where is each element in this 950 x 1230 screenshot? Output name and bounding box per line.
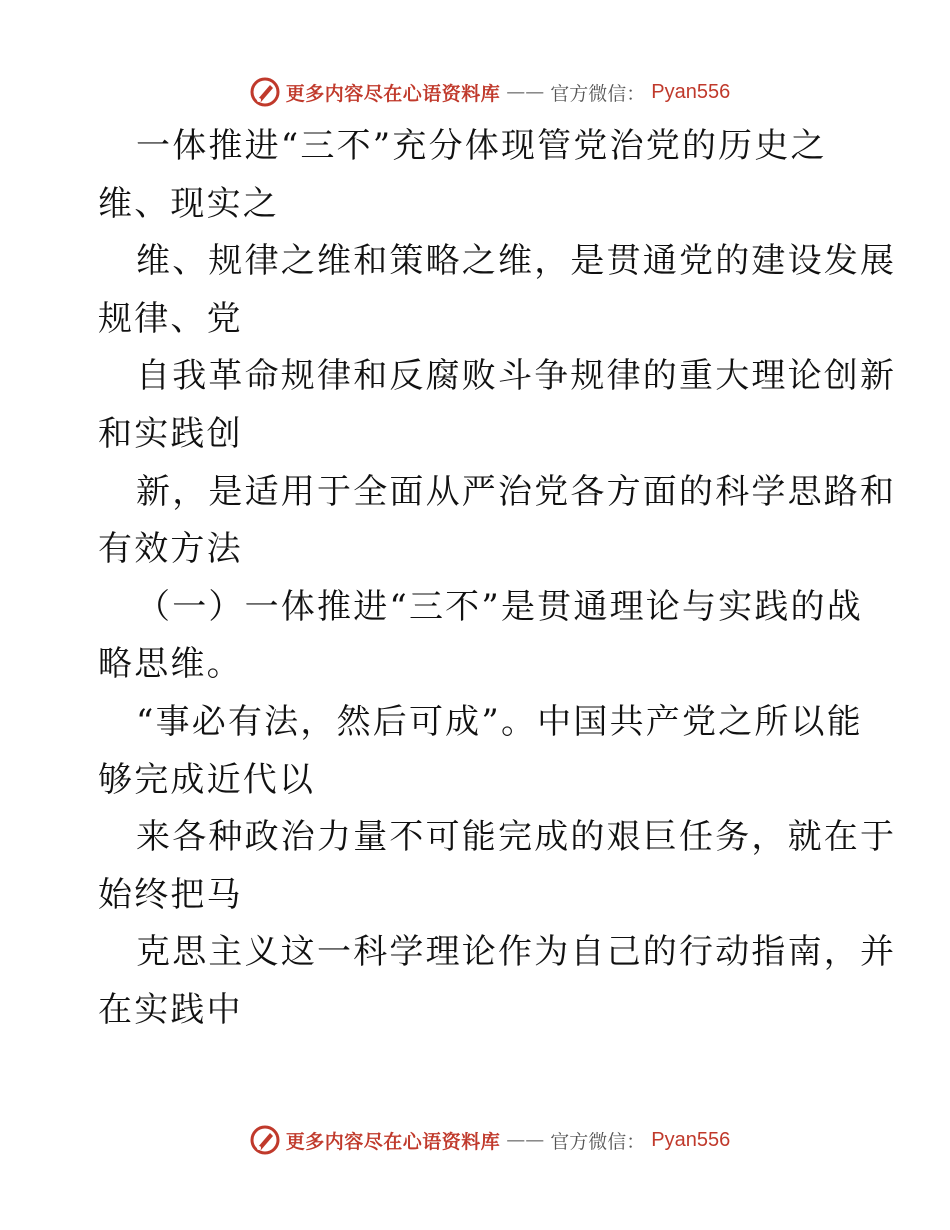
banner-wechat-label: 官方微信： bbox=[550, 1130, 646, 1153]
banner-title: 更多内容尽在心语资料库 bbox=[285, 82, 501, 105]
text-line: 维、现实之 bbox=[98, 183, 279, 224]
banner-wechat-id: Pyan556 bbox=[651, 1128, 731, 1151]
text-line: 一体推进“三不”充分体现管党治党的历史之 bbox=[136, 126, 827, 166]
header-banner bbox=[0, 72, 950, 112]
text-line: 有效方法 bbox=[98, 529, 243, 570]
footer-banner bbox=[0, 1120, 950, 1160]
text-line: 规律、党 bbox=[98, 298, 243, 339]
banner-title: 更多内容尽在心语资料库 bbox=[285, 1130, 501, 1153]
pen-logo-icon bbox=[250, 1125, 280, 1155]
pen-logo-icon bbox=[250, 77, 280, 107]
banner-wechat-label: 官方微信： bbox=[550, 82, 646, 105]
banner-separator: —— bbox=[506, 1129, 545, 1151]
text-line: 够完成近代以 bbox=[98, 759, 316, 800]
text-line: 自我革命规律和反腐败斗争规律的重大理论创新 bbox=[136, 356, 897, 397]
document-body bbox=[98, 118, 897, 1040]
text-line: 略思维。 bbox=[98, 644, 243, 685]
text-line: 克思主义这一科学理论作为自己的行动指南，并 bbox=[136, 932, 897, 973]
banner-separator: —— bbox=[506, 81, 545, 103]
text-line: 在实践中 bbox=[98, 989, 243, 1030]
banner-wechat-id: Pyan556 bbox=[651, 80, 731, 103]
text-line: 新，是适用于全面从严治党各方面的科学思路和 bbox=[136, 471, 897, 512]
text-line: 和实践创 bbox=[98, 413, 243, 454]
text-line: “事必有法，然后可成”。中国共产党之所以能 bbox=[136, 701, 863, 742]
text-line: 始终把马 bbox=[98, 874, 243, 915]
banner-content bbox=[220, 77, 731, 107]
banner-content bbox=[220, 1125, 731, 1155]
text-line: （一）一体推进“三不”是贯通理论与实践的战 bbox=[136, 586, 863, 627]
text-line: 来各种政治力量不可能完成的艰巨任务，就在于 bbox=[136, 817, 897, 858]
text-line: 维、规律之维和策略之维，是贯通党的建设发展 bbox=[136, 241, 897, 282]
